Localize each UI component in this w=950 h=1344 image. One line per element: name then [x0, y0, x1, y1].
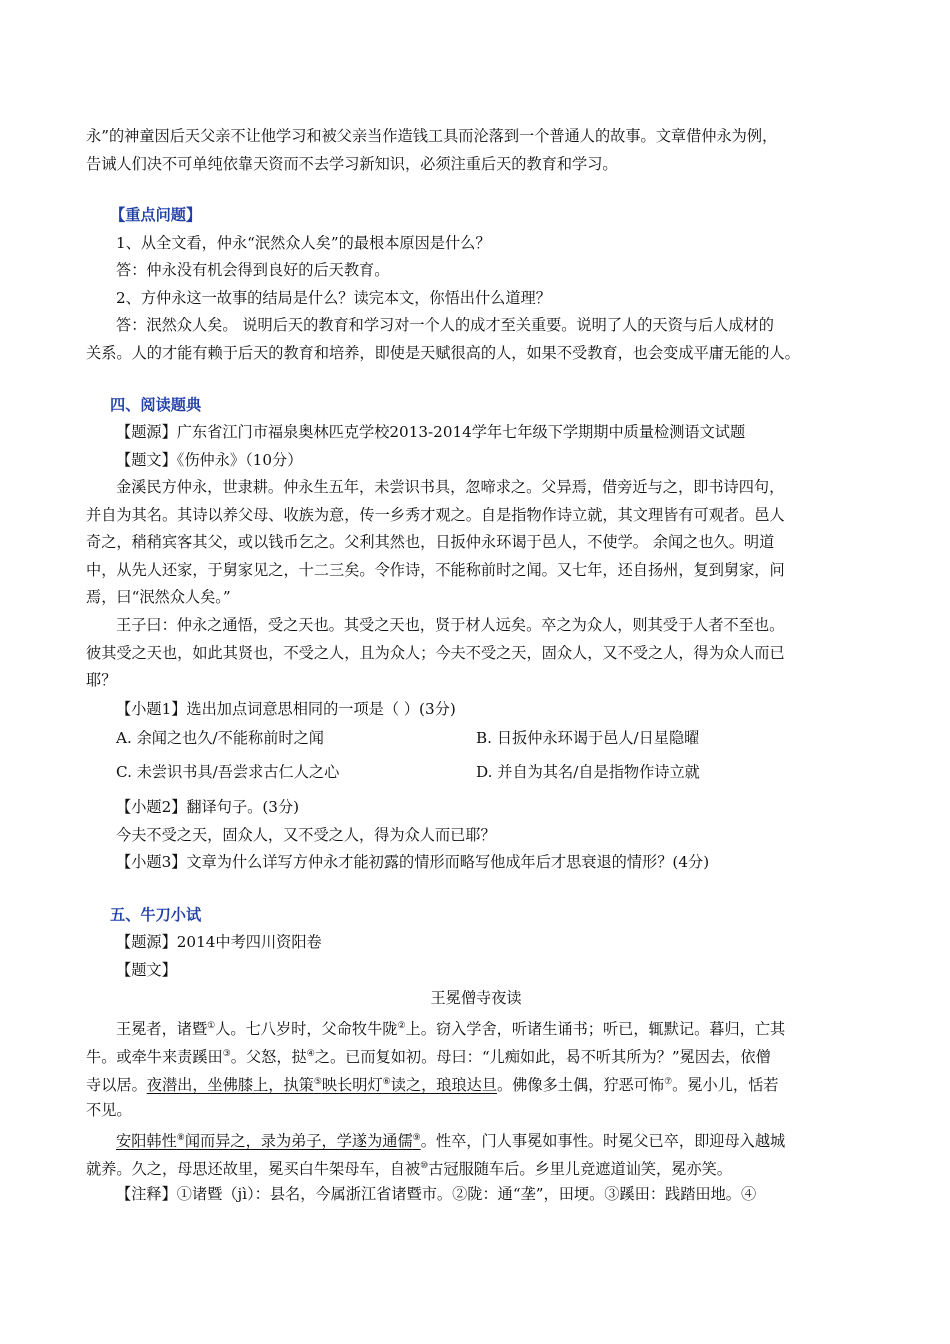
wangmian-text: 古冠服随车后。乡里儿竞遮道讪笑，冕亦笑。 — [428, 1160, 732, 1179]
wangmian-text: 寺以居。 — [86, 1076, 147, 1095]
wangmian-line-1 — [116, 1016, 785, 1039]
wangmian-line-4: 不见。 — [86, 1101, 132, 1119]
footnote-marker: ③ — [222, 1049, 231, 1059]
footnote-marker: ⑩ — [420, 1161, 429, 1171]
passage-1-line-2: 并自为其名。其诗以养父母、收族为意，传一乡秀才观之。自是指物作诗立就，其文理皆有可观者。邑人 — [86, 506, 785, 524]
sub-question-3: 【小题3】文章为什么详写方仲永才能初露的情形而略写他成年后才思衰退的情形？(4分) — [116, 853, 710, 871]
passage-1-line-3: 奇之，稍稍宾客其父，或以钱币乞之。父利其然也，日扳仲永环谒于邑人，不使学。 余闻之也久。明道 — [86, 533, 775, 551]
option-a: A. 余闻之也久/不能称前时之闻 — [116, 729, 324, 747]
passage-2-line-1: 王子曰：仲永之通悟，受之天也。其受之天也，贤于材人远矣。卒之为众人，则其受于人者不至也。 — [116, 616, 785, 634]
footnote-marker: ⑨ — [412, 1133, 421, 1143]
key-question-1: 1、从全文看，仲永“泯然众人矣”的最根本原因是什么？ — [116, 234, 491, 252]
wangmian-line-2 — [86, 1044, 771, 1067]
wangmian-text: 夜潜出，坐佛膝上，执策 — [146, 1076, 314, 1095]
key-answer-1: 答：仲永没有机会得到良好的后天教育。 — [116, 261, 390, 279]
wangmian-text: 读之，琅琅达旦 — [390, 1076, 498, 1095]
wangmian-text: 上。窃入学舍，听诸生诵书；听已，辄默记。暮归，亡其 — [405, 1020, 786, 1039]
sub-question-1: 【小题1】选出加点词意思相同的一项是（ ）(3分) — [116, 700, 456, 718]
footnote-marker: ⑧ — [176, 1133, 185, 1143]
section-5-heading: 五、牛刀小试 — [110, 906, 202, 924]
key-answer-2-line-2: 关系。人的才能有赖于后天的教育和培养，即使是天赋很高的人，如果不受教育，也会变成平庸无能的人。 — [86, 344, 800, 362]
wangmian-line-5 — [116, 1128, 785, 1151]
wangmian-text: 王冕者，诸暨 — [116, 1020, 208, 1039]
footnote-marker: ① — [207, 1021, 216, 1031]
section-5-text-label: 【题文】 — [116, 961, 177, 979]
wangmian-text: 人。七八岁时，父命牧牛陇 — [215, 1020, 398, 1039]
passage-title: 王冕僧寺夜读 — [430, 989, 522, 1007]
key-question-2: 2、方仲永这一故事的结局是什么？读完本文，你悟出什么道理？ — [116, 289, 551, 307]
wangmian-text: 就养。久之，母思还故里，冕买白牛架母车，自被 — [86, 1160, 421, 1179]
underlined-sentence — [147, 1076, 497, 1094]
sub-question-2-sentence: 今夫不受之天，固众人，又不受之人，得为众人而已耶？ — [116, 826, 496, 844]
passage-1-line-4: 中，从先人还家，于舅家见之，十二三矣。令作诗，不能称前时之闻。又七年，还自扬州，复到舅家，问 — [86, 561, 785, 579]
option-d: D. 并自为其名/自是指物作诗立就 — [476, 763, 700, 781]
footnote-marker: ② — [397, 1021, 406, 1031]
underlined-sentence — [116, 1132, 421, 1150]
wangmian-text: 。佛像多土偶，狞恶可怖 — [497, 1076, 665, 1095]
annotation-line: 【注释】①诸暨（jì）：县名，今属浙江省诸暨市。②陇：通“垄”，田埂。③蹊田：践踏田地。④ — [116, 1185, 757, 1203]
intro-line-2: 告诫人们决不可单纯依靠天资而不去学习新知识，必须注重后天的教育和学习。 — [86, 155, 618, 173]
wangmian-line-6 — [86, 1156, 732, 1179]
passage-1-line-5: 焉，曰“泯然众人矣。” — [86, 588, 231, 606]
wangmian-text: 之。已而复如初。母曰：“儿痴如此，曷不听其所为？”冕因去，依僧 — [314, 1048, 771, 1067]
key-questions-heading: 【重点问题】 — [110, 206, 202, 224]
footnote-marker: ⑦ — [664, 1077, 673, 1087]
sub-question-2: 【小题2】翻译句子。(3分) — [116, 798, 300, 816]
intro-line-1: 永”的神童因后天父亲不让他学习和被父亲当作造钱工具而沦落到一个普通人的故事。文章借仲永为例， — [86, 127, 778, 145]
footnote-marker: ⑥ — [382, 1077, 391, 1087]
section-4-source: 【题源】广东省江门市福泉奥林匹克学校2013-2014学年七年级下学期期中质量检测语文试题 — [116, 423, 746, 441]
wangmian-text: 。父怒，挞 — [230, 1048, 307, 1067]
passage-2-line-2: 彼其受之天也，如此其贤也，不受之人，且为众人；今夫不受之天，固众人，又不受之人，得为众人而已 — [86, 644, 785, 662]
wangmian-text: 闻而异之，录为弟子，学遂为通儒 — [184, 1132, 413, 1151]
wangmian-text: 映长明灯 — [321, 1076, 383, 1095]
section-5-source: 【题源】2014中考四川资阳卷 — [116, 933, 322, 951]
wangmian-line-3 — [86, 1072, 778, 1095]
passage-2-line-3: 耶？ — [86, 671, 117, 689]
option-b: B. 日扳仲永环谒于邑人/日星隐曜 — [476, 729, 700, 747]
footnote-marker: ④ — [306, 1049, 315, 1059]
wangmian-text: 。性卒，门人事冕如事性。时冕父已卒，即迎母入越城 — [420, 1132, 786, 1151]
wangmian-text: 。冕小儿，恬若 — [672, 1076, 779, 1095]
wangmian-text: 牛。或牵牛来责蹊田 — [86, 1048, 223, 1067]
footnote-marker: ⑤ — [313, 1077, 322, 1087]
option-c: C. 未尝识书具/吾尝求古仁人之心 — [116, 763, 340, 781]
passage-1-line-1: 金溪民方仲永，世隶耕。仲永生五年，未尝识书具，忽啼求之。父异焉，借旁近与之，即书诗四句， — [116, 478, 785, 496]
key-answer-2-line-1: 答：泯然众人矣。 说明后天的教育和学习对一个人的成才至关重要。说明了人的天资与后人成材的 — [116, 316, 774, 334]
section-4-text-label: 【题文】《伤仲永》（10分） — [116, 451, 303, 469]
wangmian-text: 安阳韩性 — [116, 1132, 177, 1151]
section-4-heading: 四、阅读题典 — [110, 396, 202, 414]
